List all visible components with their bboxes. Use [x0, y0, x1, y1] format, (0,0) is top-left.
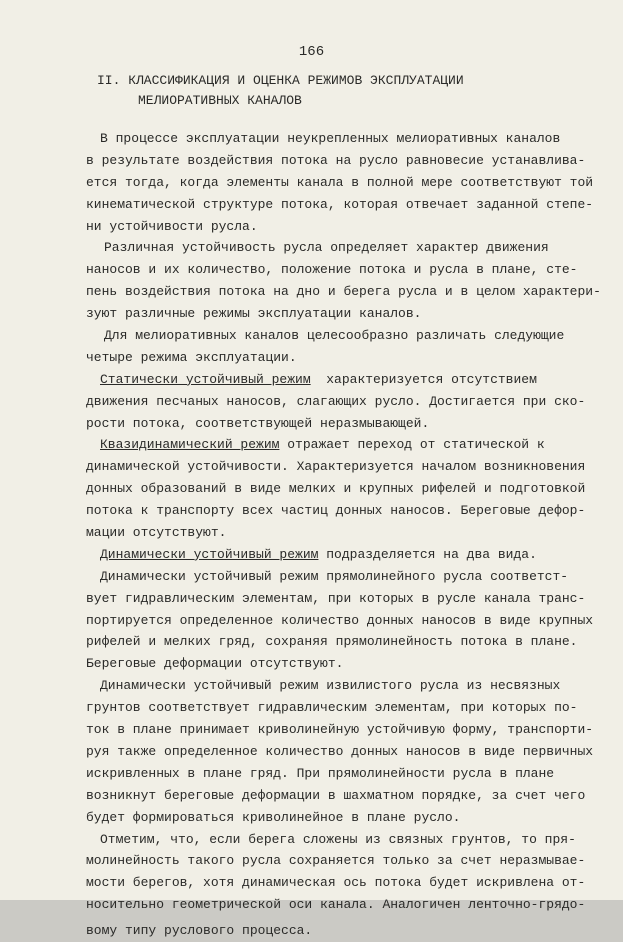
paragraph-line: наносов и их количество, положение потока и русла в плане, сте-	[86, 262, 578, 278]
paragraph-line: будет формироваться криволинейное в плане русло.	[86, 809, 461, 825]
paragraph-line: движения песчаных наносов, слагающих русло. Достигается при ско-	[86, 393, 586, 409]
paragraph-line: Отметим, что, если берега сложены из связных грунтов, то пря-	[100, 831, 576, 847]
paragraph-line: молинейность такого русла сохраняется только за счет неразмывае-	[86, 853, 586, 869]
paragraph-line-rest: отражает переход от статической к	[287, 437, 545, 453]
paragraph-line: рости потока, соответствующей неразмывающей.	[86, 415, 430, 431]
paragraph-line: мости берегов, хотя динамическая ось потока будет искривлена от-	[86, 875, 586, 891]
paragraph-line: пень воздействия потока на дно и берега русла и в целом характери-	[86, 284, 601, 300]
section-heading-line-2: МЕЛИОРАТИВНЫХ КАНАЛОВ	[138, 93, 302, 108]
body-text	[86, 128, 601, 942]
paragraph-line: четыре режима эксплуатации.	[86, 349, 297, 365]
paragraph-line-rest: подразделяется на два вида.	[326, 546, 537, 562]
paragraph-line: возникнут береговые деформации в шахматном порядке, за счет чего	[86, 787, 586, 803]
paragraph-line: Различная устойчивость русла определяет характер движения	[104, 240, 549, 256]
term-dynamic-regime: Динамически устойчивый режим	[100, 546, 319, 562]
section-heading-line-1: II. КЛАССИФИКАЦИЯ И ОЦЕНКА РЕЖИМОВ ЭКСПЛУАТАЦИИ	[97, 73, 464, 88]
paragraph-line: зуют различные режимы эксплуатации каналов.	[86, 306, 422, 322]
paragraph-line: В процессе эксплуатации неукрепленных мелиоративных каналов	[100, 131, 561, 146]
term-static-regime: Статически устойчивый режим	[100, 371, 311, 387]
paragraph-line: потока к транспорту всех частиц донных наносов. Береговые дефор-	[86, 503, 586, 519]
paragraph-line	[86, 434, 586, 456]
paragraph-line: ется тогда, когда элементы канала в полной мере соответствуют той	[86, 174, 594, 190]
paragraph-line: руя также определенное количество донных наносов в виде первичных	[86, 743, 594, 759]
paragraph-line: Динамически устойчивый режим прямолинейного русла соответст-	[100, 568, 569, 584]
paragraph-line: искривленных в плане гряд. При прямолинейности русла в плане	[86, 765, 555, 781]
page-number: 166	[298, 44, 325, 60]
paragraph-line	[86, 369, 586, 391]
paragraph-line: мации отсутствуют.	[86, 525, 227, 541]
paragraph-line: вому типу руслового процесса.	[86, 923, 313, 939]
paragraph-line: кинематической структуре потока, которая отвечает заданной степе-	[86, 196, 594, 212]
paragraph-line: Динамически устойчивый режим извилистого русла из несвязных	[100, 678, 561, 694]
paragraph-line: Береговые деформации отсутствуют.	[86, 656, 344, 672]
paragraph-line: Для мелиоративных каналов целесообразно различать следующие	[104, 328, 565, 344]
paragraph-line: грунтов соответствует гидравлическим элементам, при которых по-	[86, 700, 578, 716]
paragraph-line: динамической устойчивости. Характеризуется началом возникновения	[86, 459, 586, 475]
paragraph-line-rest: характеризуется отсутствием	[326, 371, 537, 387]
paragraph-line: рифелей и мелких гряд, сохраняя прямолинейность потока в плане.	[86, 634, 578, 650]
paragraph-line: ток в плане принимает криволинейную устойчивую форму, транспорти-	[86, 722, 594, 738]
paragraph-line: в результате воздействия потока на русло равновесие устанавлива-	[86, 152, 586, 168]
paragraph-line: вует гидравлическим элементам, при которых в русле канала транс-	[86, 590, 586, 606]
section-heading	[97, 71, 557, 111]
paragraph-line: носительно геометрической оси канала. Аналогичен ленточно-грядо-	[86, 897, 586, 913]
paragraph-line: ни устойчивости русла.	[86, 218, 258, 234]
term-quasidynamic-regime: Квазидинамический режим	[100, 437, 280, 453]
paragraph-line: донных образований в виде мелких и крупных рифелей и подготовкой	[86, 481, 586, 497]
paragraph-line	[86, 544, 586, 566]
paragraph-line: портируется определенное количество донных наносов в виде крупных	[86, 612, 594, 628]
